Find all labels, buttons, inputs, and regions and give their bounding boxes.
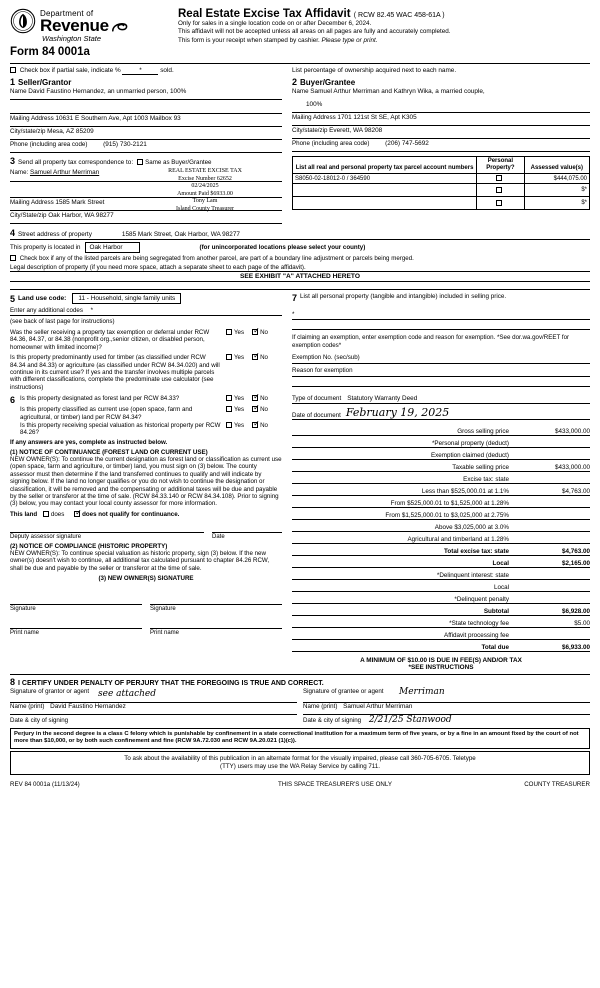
stamp-line-6: Island County Treasurer	[176, 205, 234, 212]
use-and-personal-section	[10, 293, 590, 391]
stamp-line-3: 02/24/2025	[191, 183, 219, 190]
money-row-bracket-1: Less than $525,000.01 at 1.1% $4,763.00	[292, 484, 590, 496]
doc-type-value[interactable]: Statutory Warranty Deed	[347, 395, 418, 403]
historic-no-option[interactable]: ✓ No	[252, 422, 268, 429]
tax-calculation-block	[288, 395, 590, 671]
parcel-number-2[interactable]	[293, 184, 477, 197]
legal-description-blank[interactable]	[10, 282, 590, 290]
located-in-value[interactable]: Oak Harbor	[85, 242, 140, 253]
section-5-landuse	[10, 293, 288, 391]
continuance-body: NEW OWNER(S): To continue the current designation as forest land or classification as current use (open space, farm and agriculture, or timber) land, you must sign on (3) below. The county assessor must then determine if the land transferred continues to qualify and will indicate by signing below. If the land no longer qualifies or you do not wish to continue the designation or classification, it will be removed and the compensating or additional taxes will be due and payable by the seller or transferor at the time of sale. (RCW 84.33.140 or RCW 84.34.108). Prior to signing (3) below, you may contact your local county assessor for more information.	[10, 455, 282, 508]
parcel-table	[292, 156, 590, 210]
buyer-name-field-2[interactable]	[292, 100, 590, 113]
buyer-phone-label: Phone (including area code)	[292, 140, 370, 147]
parcel-table-header-row	[293, 157, 590, 174]
section-8-number: 8	[10, 677, 16, 688]
money-row-bracket-3: From $1,525,000.01 to $3,025,000 at 2.75%	[292, 508, 590, 520]
agency-block	[10, 8, 170, 58]
grantee-date-field[interactable]	[303, 715, 590, 727]
table-row	[293, 184, 590, 197]
buyer-mailing-label: Mailing Address	[292, 114, 336, 121]
seller-phone-field[interactable]	[10, 140, 282, 153]
money-row-total-excise-local: Local $2,165.00	[292, 556, 590, 568]
stamp-line-4: Amount Paid $6933.00	[177, 190, 233, 197]
partial-sale-left	[10, 67, 288, 75]
form-title: Real Estate Excise Tax Affidavit ( RCW 82.45 WAC 458-61A )	[178, 8, 445, 20]
seller-citystatezip-field[interactable]	[10, 127, 282, 140]
classification-and-calc-section	[10, 395, 590, 671]
parcel-col-header: List all real and personal property tax parcel account numbers	[293, 157, 477, 174]
section-3-number: 3	[10, 156, 16, 166]
grantor-signature-field[interactable]	[10, 688, 297, 703]
forest-land-question: Is this property designated as forest land per RCW 84.33?	[20, 395, 180, 403]
money-row-affidavit-processing-fee: Affidavit processing fee	[292, 628, 590, 640]
section-2-title: Buyer/Grantee	[300, 78, 356, 87]
ownership-note: List percentage of ownership acquired next to each name.	[292, 67, 457, 74]
new-owner-printname-1[interactable]: Print name	[10, 628, 142, 636]
table-row	[293, 197, 590, 210]
washington-state-seal-icon	[10, 8, 36, 34]
buyer-mailing-value: 1701 121st St SE, Apt K305	[337, 114, 417, 121]
deputy-assessor-date[interactable]: Date	[212, 532, 282, 540]
form-rcw: ( RCW 82.45 WAC 458-61A )	[353, 12, 445, 19]
seller-name-value: David Faustino Hernandez, an unmarried person, 100%	[28, 88, 187, 95]
exemption-instructions: If claiming an exemption, enter exemption code and reason for exemption. *See dor.wa.gov/REET for exemption codes*	[292, 334, 570, 349]
same-as-buyer-label: Same as Buyer/Grantee	[145, 159, 212, 166]
money-row-agricultural-timberland: Agricultural and timberland at 1.28%	[292, 532, 590, 544]
grantor-date-field[interactable]	[10, 715, 297, 727]
title-block	[170, 8, 590, 45]
assessed-col-header: Assessed value(s)	[524, 157, 589, 174]
compliance-body: NEW OWNER(S): To continue special valuation as historic property, sign (3) below. If the new owner(s) doesn't wish to continue, all additional tax calculated pursuant to chapter 84.26 RCW, shall be due and payable by the seller or transferor at the time of sale.	[10, 549, 270, 572]
forest-no-option[interactable]: ✓ No	[252, 395, 268, 402]
money-row-total-excise-state: Total excise tax: state $4,763.00	[292, 544, 590, 556]
seller-name-label: Name	[10, 88, 27, 95]
section-3-title: Send all property tax correspondence to:	[18, 159, 134, 166]
land-use-value[interactable]: 11 - Household, single family units	[72, 293, 181, 304]
new-owner-signature-2[interactable]: Signature	[150, 604, 282, 612]
ada-notice	[10, 751, 590, 775]
correspondence-mailing-label: Mailing Address	[10, 199, 54, 206]
stamp-line-2: Excise Number 62652	[178, 175, 232, 182]
additional-codes-value[interactable]: *	[90, 307, 94, 314]
land-does-not-option[interactable]: ✓ does not qualify for continuance.	[74, 511, 179, 518]
section-8-certification	[10, 674, 590, 727]
seller-citystatezip-label: City/state/zip	[10, 128, 46, 135]
section-2-buyer	[288, 77, 590, 153]
buyer-name-label: Name	[292, 88, 309, 95]
money-row-excise-tax-state: Excise tax: state	[292, 472, 590, 484]
assessed-value-3[interactable]: $*	[524, 197, 589, 210]
see-back-note: (see back of last page for instructions)	[10, 318, 115, 325]
parties-section	[10, 77, 590, 153]
grantee-name-field[interactable]	[303, 703, 590, 715]
section-6-classification	[10, 395, 288, 671]
section-5-number: 5	[10, 293, 16, 304]
seller-phone-label: Phone (including area code)	[10, 141, 88, 148]
buyer-citystatezip-value: Everett, WA 98208	[329, 127, 383, 134]
continuance-heading: (1) NOTICE OF CONTINUANCE (FOREST LAND OR CURRENT USE)	[10, 448, 208, 456]
form-sub2: This affidavit will not be accepted unless all areas on all pages are fully and accurately completed.	[178, 28, 451, 36]
segregation-note: Check box if any of the listed parcels are being segregated from another parcel, are part of a boundary line adjustment or parcels being merged.	[19, 255, 414, 262]
grantor-name-label: Name (print)	[10, 703, 45, 711]
personal-property-checkbox-2[interactable]	[477, 184, 525, 197]
buyer-mailing-field[interactable]	[292, 113, 590, 126]
treasurer-stamp	[130, 168, 280, 214]
located-in-note: (for unincorporated locations please select your county)	[199, 244, 366, 251]
currentuse-no-option[interactable]: ✓ No	[252, 406, 268, 413]
exemption-no-option[interactable]: ✓ No	[252, 329, 268, 336]
dept-label: Department of	[40, 8, 94, 18]
buyer-phone-value: (206) 747-5692	[385, 140, 429, 147]
form-sub3: This form is your receipt when stamped by cashier. Please type or print.	[178, 36, 378, 44]
buyer-citystatezip-field[interactable]	[292, 126, 590, 139]
money-row-delinquent-penalty: *Delinquent penalty	[292, 592, 590, 604]
land-qualify-label: This land	[10, 510, 38, 518]
exemption-reason-label: Reason for exemption	[292, 367, 353, 374]
footer-treasurer-space: THIS SPACE TREASURER'S USE ONLY	[278, 780, 392, 788]
grantee-signature-field[interactable]	[303, 688, 590, 703]
table-row	[293, 174, 590, 184]
personal-col-header: Personal Property?	[477, 157, 525, 174]
exemption-reason-field[interactable]	[292, 367, 590, 377]
revenue-swirl-icon	[111, 19, 129, 33]
timber-ag-no-option[interactable]: ✓ No	[252, 354, 268, 361]
personal-property-value[interactable]: *	[292, 311, 590, 320]
grantee-date-label: Date & city of signing	[303, 717, 362, 725]
money-row-delinquent-interest-state: *Delinquent interest: state	[292, 568, 590, 580]
correspondence-citystatezip-label: City/State/zip	[10, 212, 47, 219]
same-as-buyer-checkbox[interactable]	[137, 159, 143, 165]
seller-blank-field[interactable]	[10, 100, 282, 114]
personal-property-intro: List all personal property (tangible and intangible) included in selling price.	[300, 293, 507, 300]
form-header	[10, 8, 590, 60]
exemption-yes-option[interactable]: Yes	[226, 329, 244, 336]
parcel-number-1[interactable]: S8050-02-18012-0 / 364590	[293, 174, 477, 184]
new-owner-printname-2[interactable]: Print name	[150, 628, 282, 636]
section-1-seller	[10, 77, 288, 153]
new-owner-signature-heading: (3) NEW OWNER(S) SIGNATURE	[98, 574, 194, 582]
grantee-signature-label: Signature of grantee or agent	[303, 688, 384, 696]
seller-phone-value: (915) 730-2121	[103, 141, 147, 148]
parcel-table-wrap	[288, 156, 590, 224]
money-row-personal-property-deduct: *Personal property (deduct)	[292, 436, 590, 448]
doc-date-label: Date of document	[292, 412, 341, 420]
street-address-label: Street address of property	[18, 231, 92, 238]
form-sub1: Only for sales in a single location code on or after December 6, 2024.	[178, 20, 372, 27]
grantee-date-value: 2/21/25 Stanwood	[368, 715, 452, 726]
correspondence-name-label: Name:	[10, 169, 29, 176]
ada-line-2: (TTY) users may use the WA Relay Service by calling 711.	[220, 762, 380, 770]
section-4-number: 4	[10, 228, 16, 238]
timber-ag-question-text: Is this property predominantly used for timber (as classified under RCW 84.34 and 84.33) or agriculture (as classified under RCW 84.34.020) and will continue in its current use? If yes and the transfer involves multiple parcels with different classifications, complete the predominate use calculator (see instructions)	[10, 354, 220, 391]
doc-date-value[interactable]: February 19, 2025	[345, 406, 450, 420]
personal-property-blank[interactable]	[292, 320, 590, 330]
grantor-date-label: Date & city of signing	[10, 717, 69, 725]
perjury-text: Perjury in the second degree is a class C felony which is punishable by confinement in a state correctional institution for a maximum term of five years, or by a fine in an amount fixed by the court of not more than $10,000, or by both such confinement and fine (RCW 9A.72.030 and RCW 9A.20.021 (1)(c)).	[14, 731, 579, 745]
section-4-property	[10, 228, 590, 290]
exemption-reason-blank[interactable]	[292, 377, 590, 387]
compliance-heading: (2) NOTICE OF COMPLIANCE (HISTORIC PROPERTY)	[10, 542, 168, 550]
seller-citystatezip-value: Mesa, AZ 85209	[47, 128, 94, 135]
seller-mailing-label: Mailing Address	[10, 115, 54, 122]
buyer-name-field[interactable]	[292, 87, 590, 100]
money-row-bracket-2: From $525,000.01 to $1,525,000 at 1.28%	[292, 496, 590, 508]
money-row-gross-selling-price: Gross selling price $433,000.00	[292, 424, 590, 436]
new-owner-signature-1[interactable]: Signature	[10, 604, 142, 612]
land-does-option[interactable]: does	[43, 511, 64, 518]
section-7-personal-property	[288, 293, 590, 391]
correspondence-citystatezip-value: Oak Harbor, WA 98277	[48, 212, 114, 219]
legal-description-label: Legal description of property (if you need more space, attach a separate sheet to each page of the affidavit).	[10, 264, 590, 272]
grantee-name-label: Name (print)	[303, 703, 338, 711]
legal-description-value[interactable]: SEE EXHIBIT "A" ATTACHED HERETO	[10, 272, 590, 282]
section-7-number: 7	[292, 293, 298, 303]
doc-type-label: Type of document	[292, 395, 342, 403]
additional-codes-label: Enter any additional codes	[10, 307, 83, 314]
grantee-signature-value: Merriman	[399, 687, 445, 698]
seller-mailing-value: 10631 E Southern Ave, Apt 1003 Mailbox 93	[55, 115, 181, 122]
deputy-assessor-signature[interactable]: Deputy assessor signature	[10, 532, 204, 540]
section-3-left	[10, 156, 288, 224]
exemption-question-text: Was the seller receiving a property tax exemption or deferral under RCW 84.36, 84.37, or 84.38 (nonprofit org.,senior citizen, or disabled person, homeowner with limited income)?	[10, 329, 210, 351]
perjury-warning	[10, 728, 590, 748]
money-row-total-due: Total due $6,933.00	[292, 640, 590, 652]
historic-question: Is this property receiving special valuation as historical property per RCW 84.26?	[20, 422, 221, 437]
partial-sale-label: Check box if partial sale, indicate %	[19, 67, 121, 74]
assessed-value-2[interactable]: $*	[524, 184, 589, 197]
correspondence-section	[10, 156, 590, 224]
certification-title: I CERTIFY UNDER PENALTY OF PERJURY THAT THE FOREGOING IS TRUE AND CORRECT.	[18, 680, 324, 688]
money-rows	[292, 424, 590, 652]
buyer-phone-field[interactable]	[292, 139, 590, 152]
land-use-label: Land use code:	[18, 295, 67, 302]
section-6-number: 6	[10, 395, 16, 406]
personal-property-checkbox-3[interactable]	[477, 197, 525, 210]
seller-mailing-field[interactable]	[10, 114, 282, 127]
page-footer	[10, 781, 590, 788]
ada-line-1: To ask about the availability of this publication in an alternate format for the visually impaired, please call 360-705-6705. Teletype	[124, 754, 476, 762]
grantor-name-field[interactable]	[10, 703, 297, 715]
see-instructions-note: *SEE INSTRUCTIONS	[408, 664, 474, 672]
money-row-delinquent-interest-local: Local	[292, 580, 590, 592]
minimum-due-note: A MINIMUM OF $10.00 IS DUE IN FEE(S) AND/OR TAX	[360, 657, 522, 665]
buyer-name-value: Samuel Arthur Merriman and Kathryn Wika, a married couple,	[310, 88, 485, 95]
seller-name-field[interactable]	[10, 87, 282, 100]
stamp-line-5: Tony Lam	[192, 198, 218, 205]
money-row-state-technology-fee: *State technology fee $5.00	[292, 616, 590, 628]
historic-yes-option[interactable]: Yes	[226, 422, 244, 429]
money-row-exemption-claimed: Exemption claimed (deduct)	[292, 448, 590, 460]
money-row-subtotal: Subtotal $6,928.00	[292, 604, 590, 616]
buyer-citystatezip-label: City/state/zip	[292, 127, 328, 134]
located-in-label: This property is located in	[10, 244, 81, 251]
section-1-number: 1	[10, 77, 16, 87]
current-use-question: Is this property classified as current use (open space, farm and agricultural, or timber) land per RCW 84.34?	[20, 406, 193, 421]
grantor-signature-label: Signature of grantor or agent	[10, 688, 90, 696]
partial-sale-suffix: sold.	[160, 67, 174, 74]
timber-ag-yes-option[interactable]: Yes	[226, 354, 244, 361]
parcel-number-3[interactable]	[293, 197, 477, 210]
form-number: Form 84 0001a	[10, 46, 90, 58]
correspondence-mailing-value: 1585 Mark Street	[55, 199, 105, 206]
buyer-name-value-2: 100%	[306, 101, 323, 108]
exemption-number-label: Exemption No. (sec/sub)	[292, 354, 360, 361]
money-row-taxable-selling-price: Taxable selling price $433,000.00	[292, 460, 590, 472]
section-2-number: 2	[292, 77, 298, 87]
partial-sale-checkbox[interactable]	[10, 67, 16, 73]
personal-property-checkbox-1[interactable]	[477, 174, 525, 184]
forest-yes-option[interactable]: Yes	[226, 395, 244, 402]
segregation-checkbox[interactable]	[10, 255, 16, 261]
grantor-signature-value: see attached	[98, 689, 157, 700]
section-1-title: Seller/Grantor	[18, 78, 72, 87]
grantee-name-value: Samuel Arthur Merriman	[343, 703, 413, 711]
section-6-note: If any answers are yes, complete as instructed below.	[10, 438, 168, 446]
grantor-name-value: David Faustino Hernandez	[50, 703, 126, 711]
correspondence-name-value: Samuel Arthur Merriman	[29, 169, 100, 176]
stamp-line-1: REAL ESTATE EXCISE TAX	[168, 168, 242, 174]
footer-revision: REV 84 0001a (11/13/24)	[10, 780, 80, 788]
street-address-value[interactable]: 1585 Mark Street, Oak Harbor, WA 98277	[121, 231, 240, 238]
revenue-label: Revenue	[40, 18, 129, 34]
money-row-bracket-4: Above $3,025,000 at 3.0%	[292, 520, 590, 532]
state-label: Washington State	[42, 34, 102, 43]
partial-sale-percent[interactable]: *	[122, 67, 158, 75]
exemption-number-field[interactable]	[292, 354, 590, 364]
footer-county-treasurer: COUNTY TREASURER	[524, 780, 590, 788]
partial-sale-row	[10, 63, 590, 75]
assessed-value-1[interactable]: $444,075.00	[524, 174, 589, 184]
currentuse-yes-option[interactable]: Yes	[226, 406, 244, 413]
